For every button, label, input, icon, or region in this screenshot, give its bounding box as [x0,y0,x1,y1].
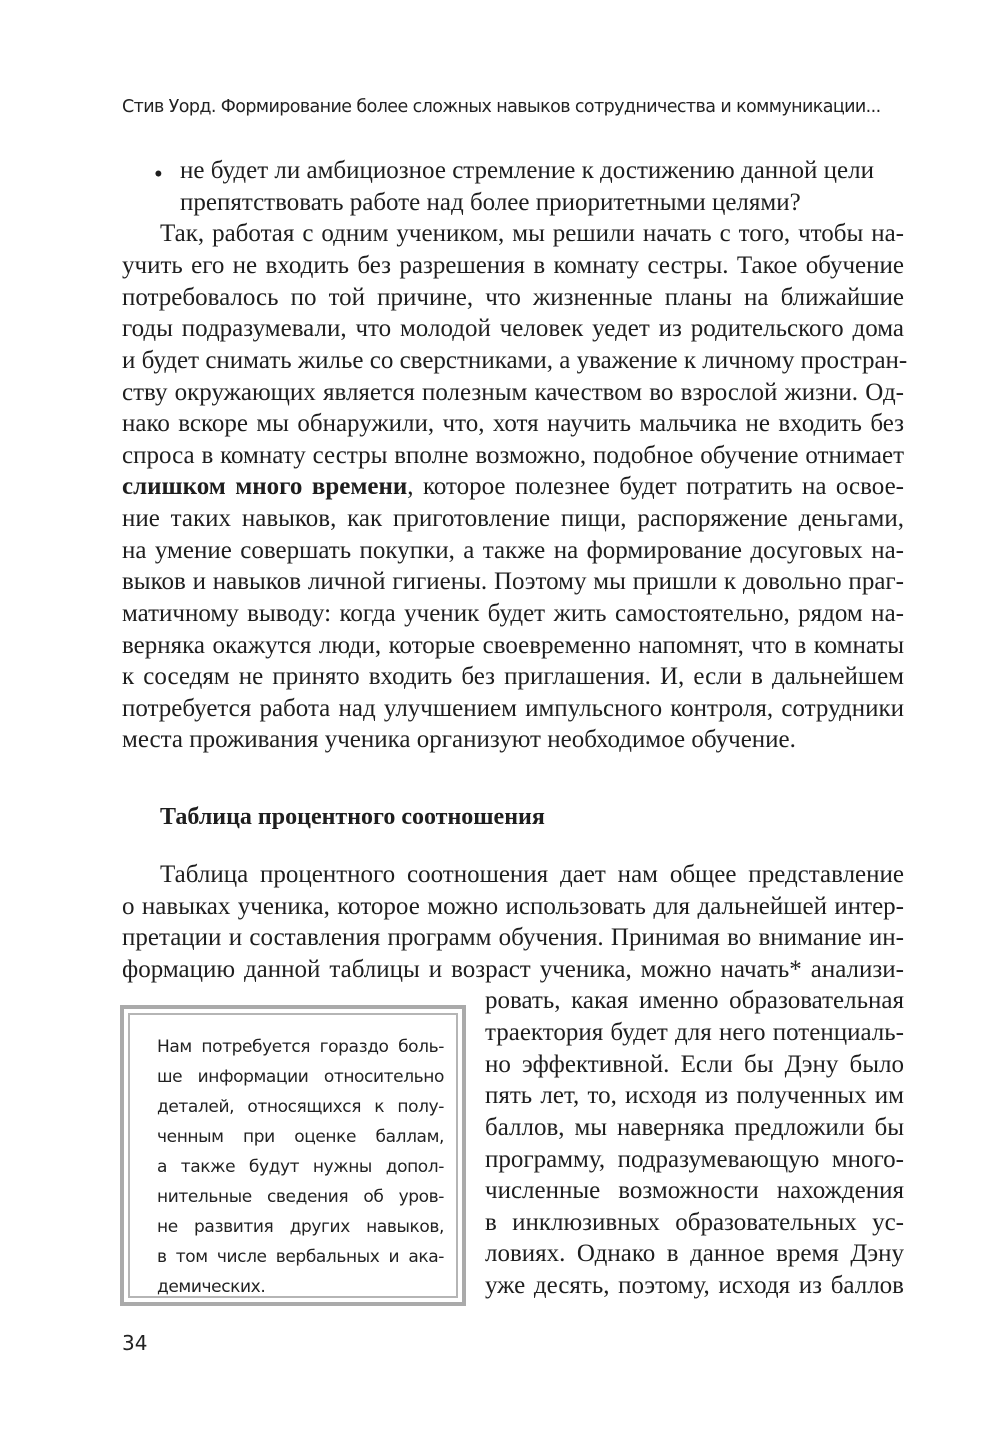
paragraph-line: потребовалось по той причине, что жизненные планы на ближайшие [122,284,904,311]
sidebar-line: а также будут нужны допол- [157,1157,444,1177]
paragraph-line: численные возможности нахождения [485,1177,904,1204]
paragraph-line: уже десять, поэтому, исходя из баллов [485,1272,904,1299]
paragraph-line: ству окружающих является полезным качеством во взрослой жизни. Од- [122,379,904,406]
paragraph-line: ровать, какая именно образовательная [485,987,904,1014]
paragraph-line: формацию данной таблицы и возраст ученика, можно начать* анализи- [122,956,904,983]
sidebar-box [120,1005,466,1306]
paragraph-line: траектория будет для него потенциаль- [485,1019,904,1046]
paragraph-line: годы подразумевали, что молодой человек уедет из родительского дома [122,315,904,342]
paragraph-line: баллов, мы наверняка предложили бы [485,1114,904,1141]
paragraph-line: нако вскоре мы обнаружили, что, хотя научить мальчика не входить без [122,410,904,437]
sidebar-line: в том числе вербальных и ака- [157,1247,444,1267]
paragraph-line: программу, подразумевающую много- [485,1146,904,1173]
paragraph-line: матичному выводу: когда ученик будет жить самостоятельно, рядом на- [122,600,904,627]
paragraph-line: в инклюзивных образовательных ус- [485,1209,904,1236]
bullet-line: не будет ли амбициозное стремление к достижению данной цели [180,157,875,184]
running-head: Стив Уорд. Формирование более сложных навыков сотрудничества и коммуникации... [122,97,881,117]
paragraph-line: ние таких навыков, как приготовление пищи, распоряжение деньгами, [122,505,904,532]
paragraph-line: пять лет, то, исходя из полученных им [485,1082,904,1109]
paragraph-line: Так, работая с одним учеником, мы решили начать с того, чтобы на- [160,220,904,247]
paragraph-line: на умение совершать покупки, а также на формирование досуговых на- [122,537,904,564]
paragraph-line: Таблица процентного соотношения дает нам общее представление [160,861,904,888]
paragraph-line: верняка окажутся люди, которые своевременно напомнят, что в комнаты [122,632,904,659]
sidebar-line: ченным при оценке баллам, [157,1127,444,1147]
sidebar-line: деталей, относящихся к полу- [157,1097,444,1117]
paragraph-line: о навыках ученика, которое можно использовать для дальнейшей интер- [122,893,904,920]
paragraph-line: места проживания ученика организуют необходимое обучение. [122,726,796,753]
paragraph-line: и будет снимать жилье со сверстниками, а уважение к личному простран- [122,347,908,374]
paragraph-line: к соседям не принято входить без приглашения. И, если в дальнейшем [122,663,904,690]
paragraph-line: ловиях. Однако в данное время Дэну [485,1240,904,1267]
sidebar-inner-border [128,1013,458,1298]
paragraph-line: претации и составления программ обучения. Принимая во внимание ин- [122,924,904,951]
paragraph-line: выков и навыков личной гигиены. Поэтому мы пришли к довольно праг- [122,568,904,595]
bullet-marker: • [154,161,163,188]
paragraph-line: потребуется работа над улучшением импульсного контроля, сотрудники [122,695,904,722]
sidebar-line: не развития других навыков, [157,1217,444,1237]
sidebar-line: ше информации относительно [157,1067,444,1087]
bold-line-rest: , которое полезнее будет потратить на освое- [407,473,904,500]
bold-phrase: слишком много времени [122,473,408,500]
bullet-line: препятствовать работе над более приоритетными целями? [180,189,801,216]
paragraph-line-with-bold [122,472,904,502]
paragraph-line: учить его не входить без разрешения в комнату сестры. Такое обучение [122,252,904,279]
paragraph-line: спроса в комнату сестры вполне возможно, подобное обучение отнимает [122,442,904,469]
paragraph-line: но эффективной. Если бы Дэну было [485,1051,904,1078]
sidebar-line: Нам потребуется гораздо боль- [157,1037,444,1057]
section-heading: Таблица процентного соотношения [160,804,545,830]
sidebar-line: нительные сведения об уров- [157,1187,444,1207]
page-number: 34 [122,1331,148,1355]
sidebar-line: демических. [157,1277,266,1297]
